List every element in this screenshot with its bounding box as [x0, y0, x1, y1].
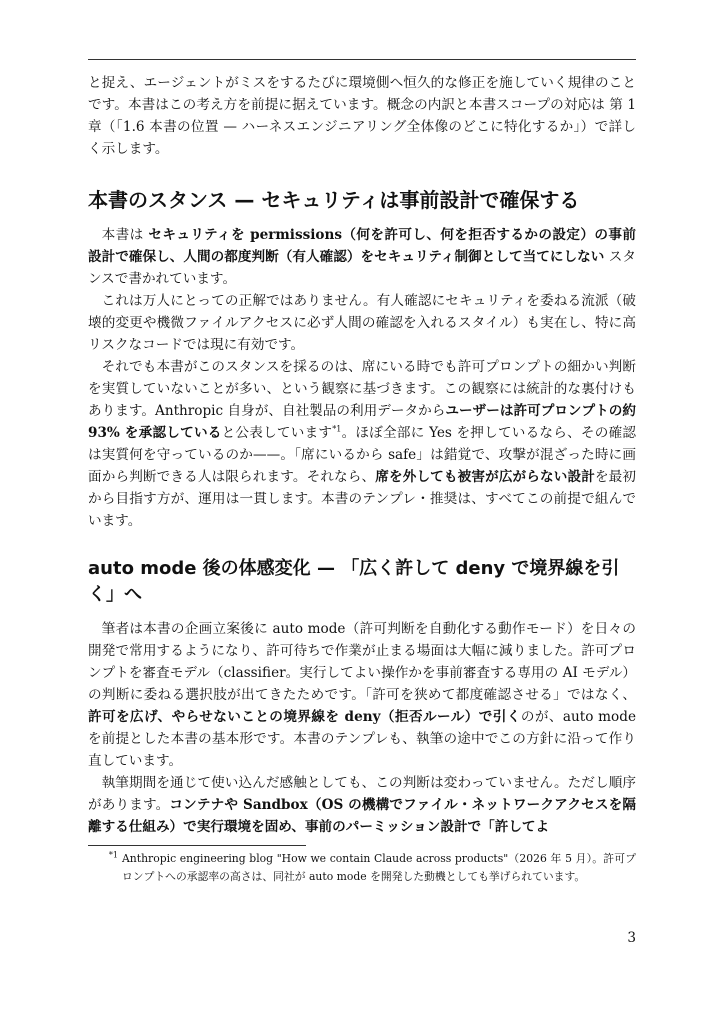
header-rule	[88, 59, 636, 60]
emphasis: ユーザーは許可プロンプトの約 93% を承認している	[88, 403, 637, 441]
footnote-rule	[88, 845, 306, 846]
emphasis: セキュリティを permissions（何を許可し、何を拒否するかの設定）の事前設計で確保し、人間の都度判断（有人確認）をセキュリティ制御として当てにしない	[88, 227, 637, 265]
footnote	[88, 850, 636, 886]
emphasis: 席を外しても被害が広がらない設計	[375, 469, 595, 485]
stance-paragraph-3: それでも本書がこのスタンスを採るのは、席にいる時でも許可プロンプトの細かい判断を実質していないことが多い、という観察に基づきます。この観察には統計的な裏付けもあります。Anthropic 自身が、自社製品の利用データからユーザーは許可プロンプトの約 93% を承認していると公表しています$^{*1}$。ほぼ全部に Yes を押しているなら、その確認は実質何を守っているのか——。「席にいるから safe」は錯覚で、攻撃が混ざった時に画面から判断できる人は限られます。それなら、席を外しても被害が広がらない設計を最初から目指す方が、運用は一貫します。本書のテンプレ・推奨は、すべてこの前提で組んでいます。	[88, 359, 637, 529]
continuation-paragraph: と捉え、エージェントがミスをするたびに環境側へ恒久的な修正を施していく規律のことです。本書はこの考え方を前提に据えています。概念の内訳と本書スコープの対応は 第 1 章（「1.6 本書の位置 — ハーネスエンジニアリング全体像のどこに特化するか」）で詳しく示します。	[88, 75, 636, 157]
footnote-text: Anthropic engineering blog "How we contain Claude across products"（2026 年 5 月）。許可プロンプトへの承認率の高さは、同社が auto mode を開発した動機としても挙げられています。	[122, 852, 636, 883]
auto-paragraph-2: 執筆期間を通じて使い込んだ感触としても、この判断は変わっていません。ただし順序があります。コンテナや Sandbox（OS の機構でファイル・ネットワークアクセスを隔離する仕組み）で実行環境を固め、事前のパーミッション設計で「許してよ	[88, 775, 636, 835]
emphasis: コンテナや Sandbox（OS の機構でファイル・ネットワークアクセスを隔離する仕組み）で実行環境を固め、事前のパーミッション設計で「許してよ	[88, 797, 636, 835]
page-body	[88, 72, 636, 838]
footnote-mark: *1	[108, 850, 118, 860]
stance-paragraph-2: これは万人にとっての正解ではありません。有人確認にセキュリティを委ねる流派（破壊的変更や機微ファイルアクセスに必ず人間の確認を入れるスタイル）も実在し、特に高リスクなコードでは現に有効です。	[88, 293, 636, 353]
auto-paragraph-1: 筆者は本書の企画立案後に auto mode（許可判断を自動化する動作モード）を日々の開発で常用するようになり、許可待ちで作業が止まる場面は大幅に減りました。許可プロンプトを審査モデル（classifier。実行してよい操作かを事前審査する専用の AI モデル）の判断に委ねる選択肢が出てきたためです。「許可を狭めて都度確認させる」ではなく、許可を広げ、やらせないことの境界線を deny（拒否ルール）で引くのが、auto mode を前提とした本書の基本形です。本書のテンプレも、執筆の途中でこの方針に沿って作り直しています。	[88, 621, 636, 769]
section-heading-stance: 本書のスタンス — セキュリティは事前設計で確保する	[88, 188, 580, 212]
page-number: 3	[627, 930, 636, 946]
emphasis: 許可を広げ、やらせないことの境界線を deny（拒否ルール）で引く	[88, 709, 521, 725]
footnote-ref[interactable]: *1	[332, 424, 342, 434]
stance-paragraph-1: 本書は セキュリティを permissions（何を許可し、何を拒否するかの設定）の事前設計で確保し、人間の都度判断（有人確認）をセキュリティ制御として当てにしない スタンスで書かれています。	[88, 227, 637, 287]
section-heading-auto-mode: auto mode 後の体感変化 — 「広く許して deny で境界線を引く」へ	[88, 558, 620, 605]
